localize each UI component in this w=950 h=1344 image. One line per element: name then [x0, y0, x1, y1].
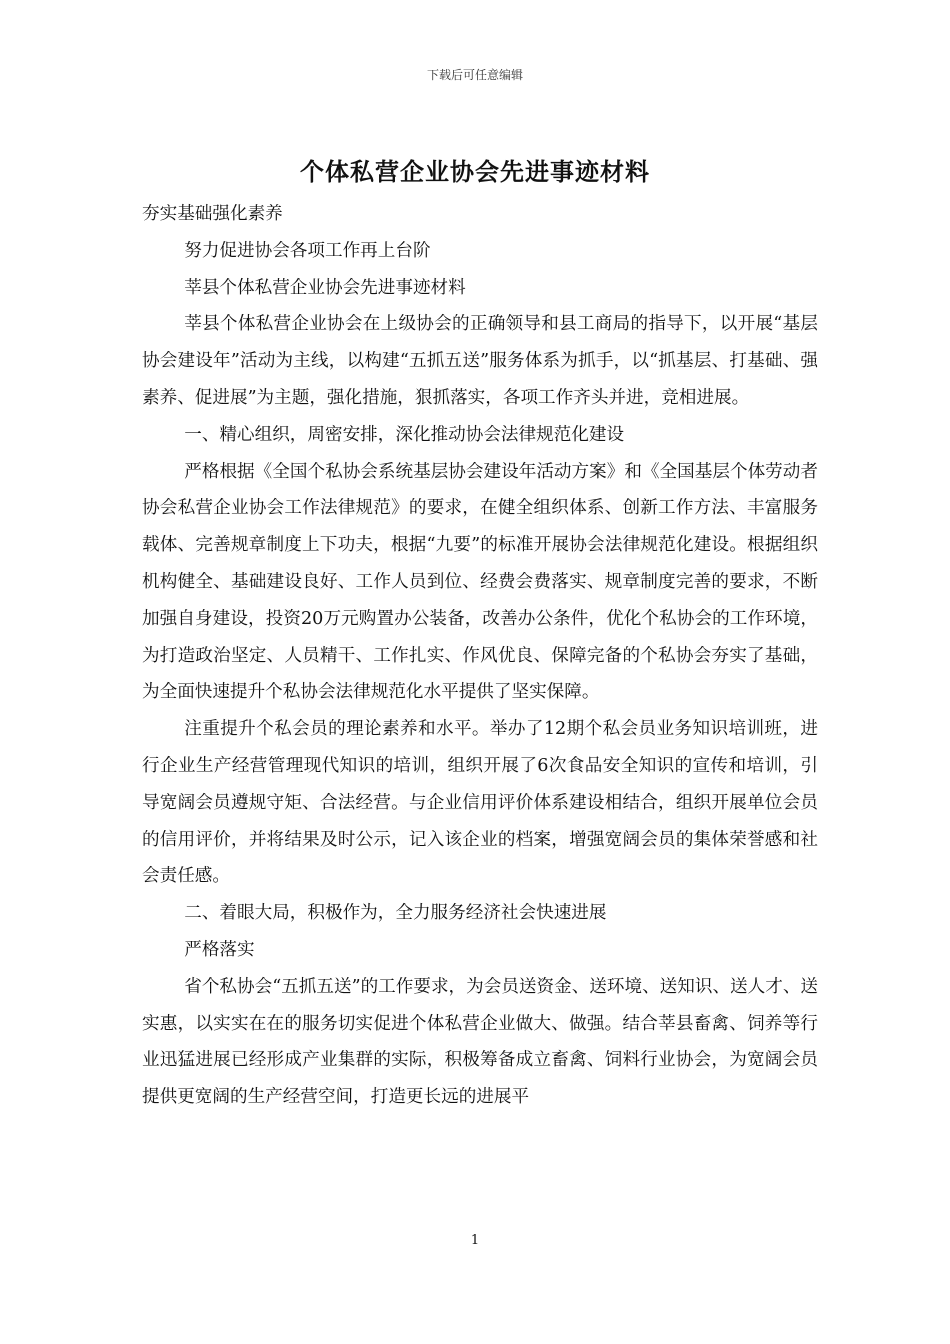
paragraph-subtitle-2: 努力促进协会各项工作再上台阶: [184, 240, 431, 261]
paragraph-body: 省个私协会“五抓五送”的工作要求，为会员送资金、送环境、送知识、送人才、送实惠，以实实在在的服务切实促进个体私营企业做大、做强。结合莘县畜禽、饲养等行业迅猛进展已经形成产业集群的实际，积极筹备成立畜禽、饲料行业协会，为宽阔会员提供更宽阔的生产经营空间，打造更长远的进展平: [142, 976, 819, 1108]
section-heading-2: 二、着眼大局，积极作为，全力服务经济社会快速进展: [184, 903, 607, 924]
paragraph-subtitle-3: 莘县个体私营企业协会先进事迹材料: [184, 277, 466, 298]
page-header-note: 下载后可任意编辑: [426, 68, 523, 82]
page-number: 1: [470, 1233, 480, 1248]
paragraph-body: 注重提升个私会员的理论素养和水平。举办了12期个私会员业务知识培训班，进行企业生产经营管理现代知识的培训，组织开展了6次食品安全知识的宣传和培训，引导宽阔会员遵规守矩、合法经营。与企业信用评价体系建设相结合，组织开展单位会员的信用评价，并将结果及时公示，记入该企业的档案，增强宽阔会员的集体荣誉感和社会责任感。: [142, 719, 818, 887]
section-heading-1: 一、精心组织，周密安排，深化推动协会法律规范化建设: [184, 424, 625, 445]
document-body: [142, 196, 818, 1116]
paragraph-short: 严格落实: [184, 939, 255, 960]
document-title: 个体私营企业协会先进事迹材料: [300, 157, 650, 186]
paragraph-intro: 莘县个体私营企业协会在上级协会的正确领导和县工商局的指导下，以开展“基层协会建设年”活动为主线，以构建“五抓五送”服务体系为抓手，以“抓基层、打基础、强素养、促进展”为主题，强化措施，狠抓落实，各项工作齐头并进，竞相进展。: [142, 314, 818, 408]
paragraph-body: 严格根据《全国个私协会系统基层协会建设年活动方案》和《全国基层个体劳动者协会私营企业协会工作法律规范》的要求，在健全组织体系、创新工作方法、丰富服务载体、完善规章制度上下功夫，根据“九要”的标准开展协会法律规范化建设。根据组织机构健全、基础建设良好、工作人员到位、经费会费落实、规章制度完善的要求，不断加强自身建设，投资20万元购置办公装备，改善办公条件，优化个私协会的工作环境，为打造政治坚定、人员精干、工作扎实、作风优良、保障完备的个私协会夯实了基础，为全面快速提升个私协会法律规范化水平提供了坚实保障。: [142, 461, 818, 703]
paragraph-subtitle-1: 夯实基础强化素养: [142, 204, 283, 224]
